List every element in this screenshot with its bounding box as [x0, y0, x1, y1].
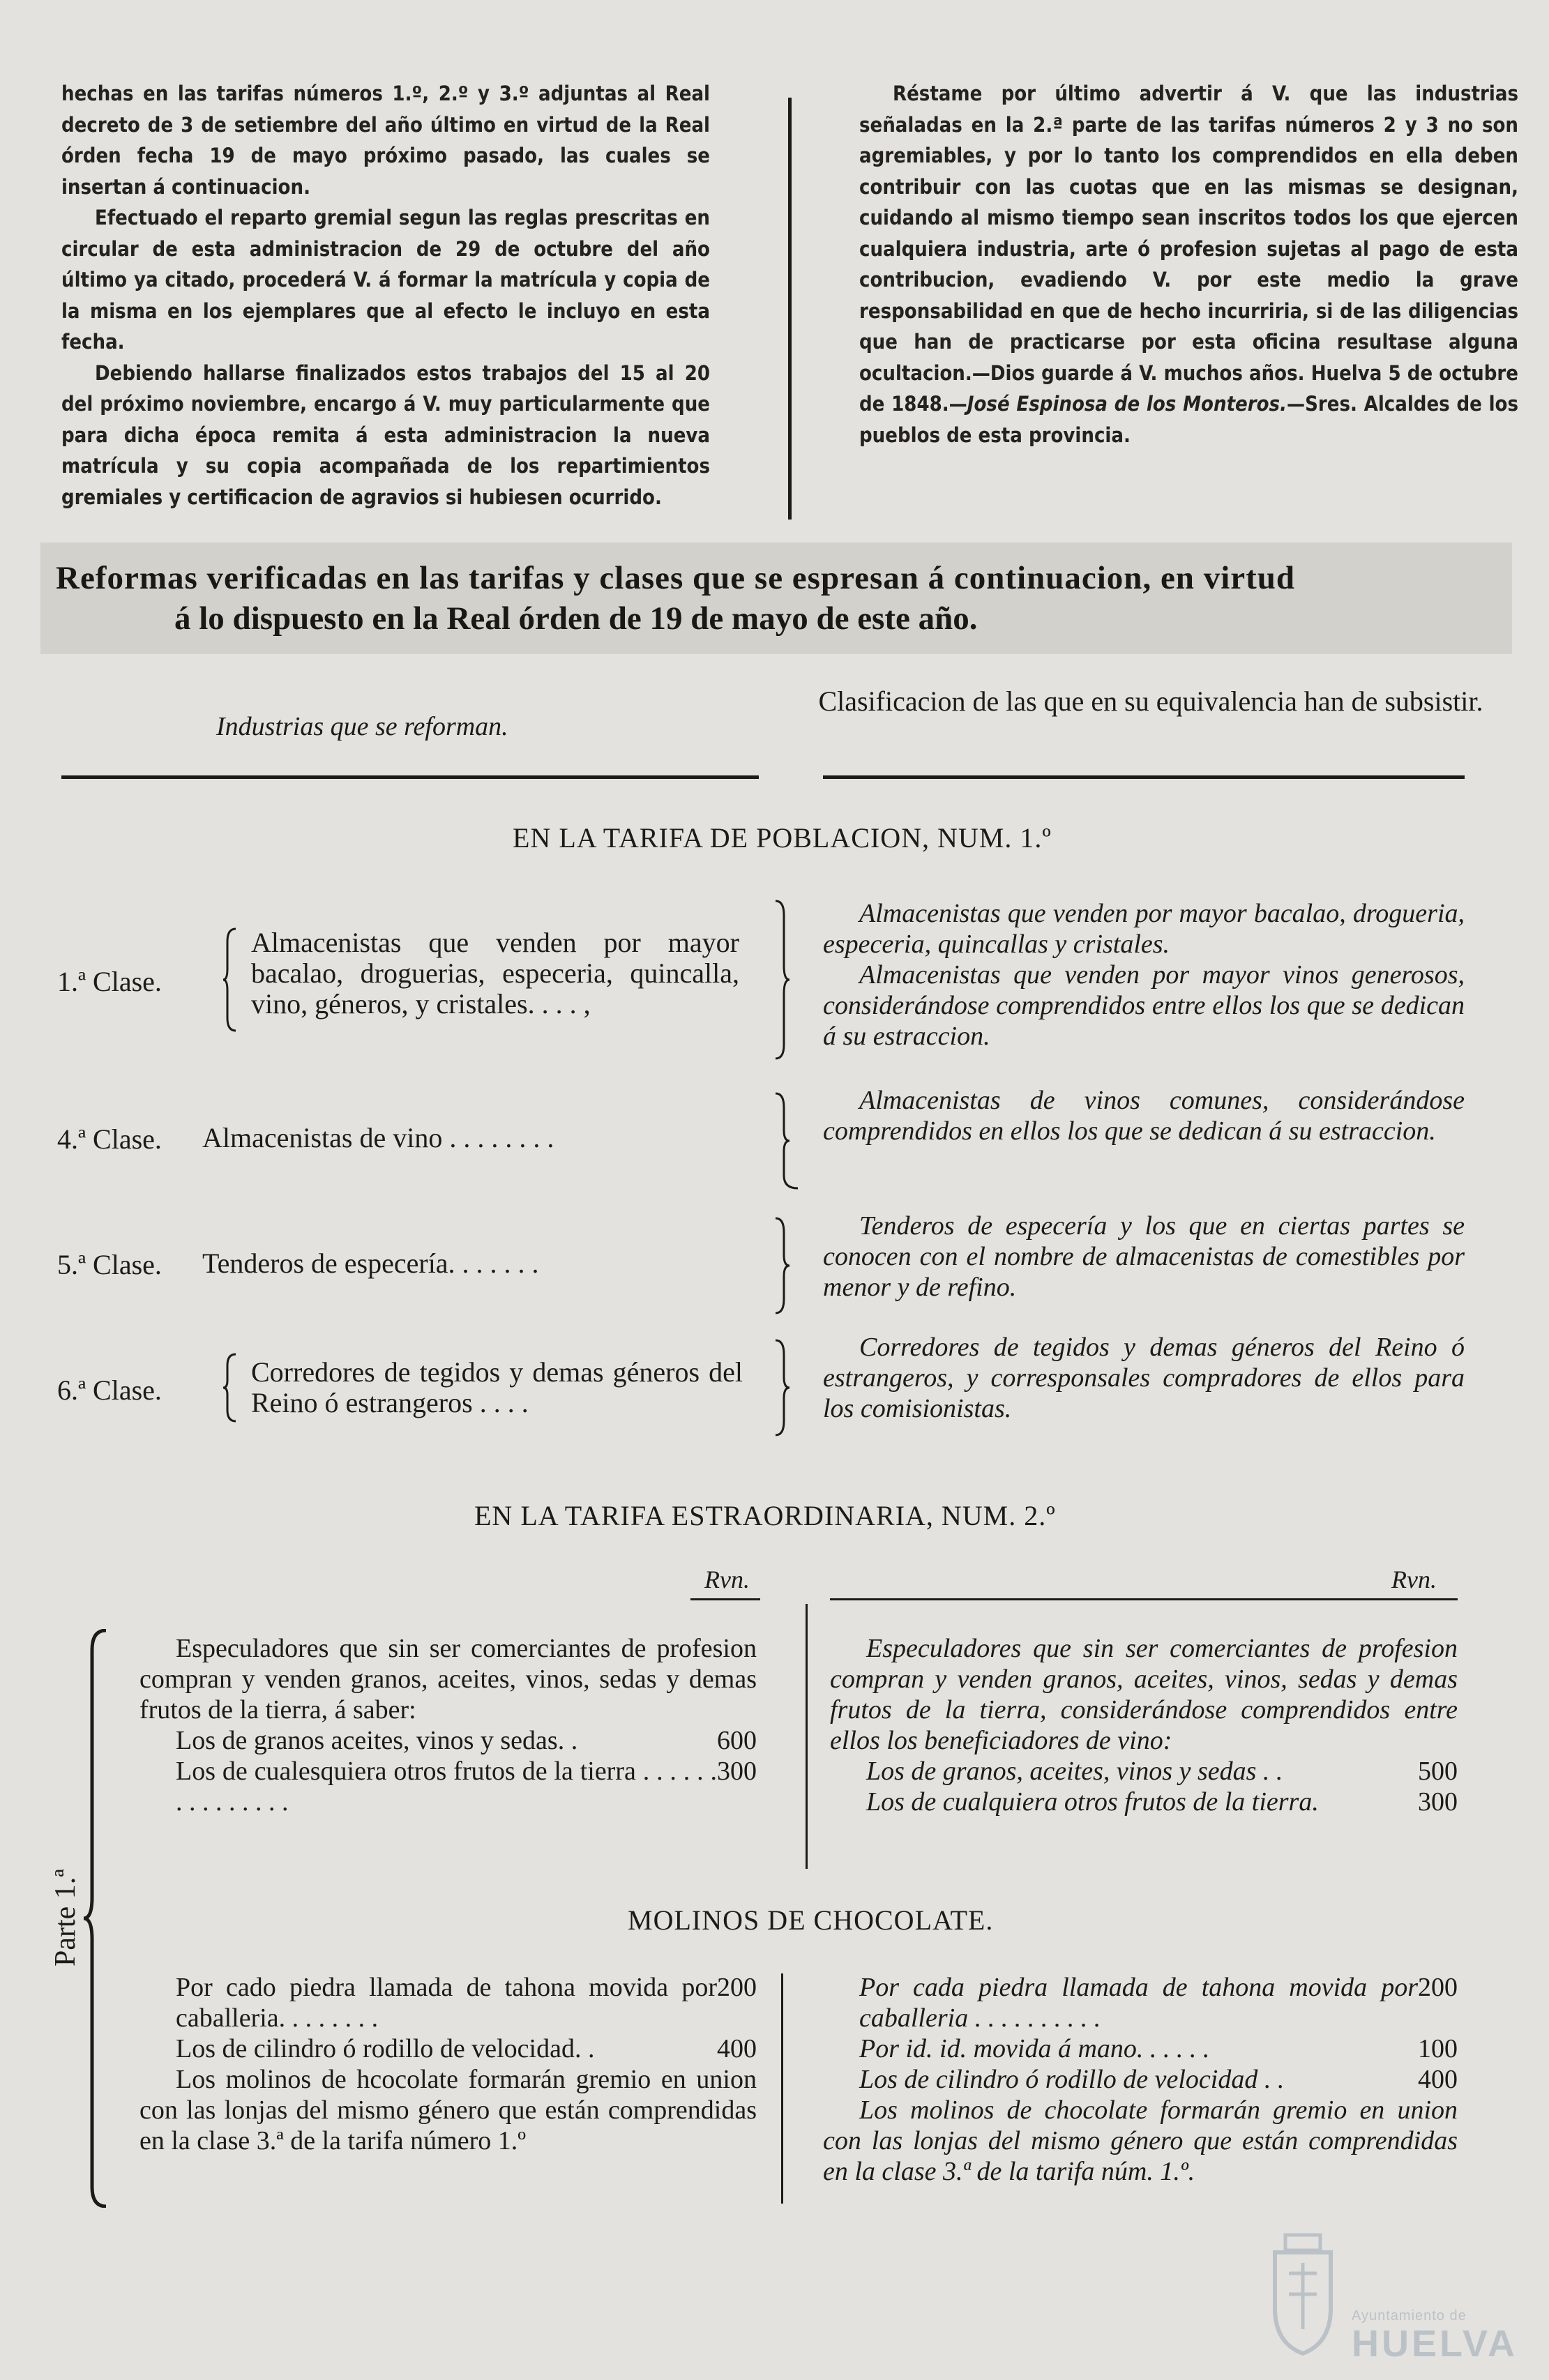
brace	[773, 1339, 789, 1437]
section-heading	[56, 558, 1479, 639]
molinos-title: MOLINOS DE CHOCOLATE.	[628, 1904, 994, 1936]
header-rule-right	[823, 775, 1465, 779]
tarifa2-left-item: Los de granos aceites, vinos y sedas. . 600	[176, 1726, 757, 1755]
class-text: Almacenistas de vino . . . . . . . .	[202, 1122, 554, 1153]
class-label: 6.ª Clase.	[57, 1374, 162, 1406]
column-divider	[781, 1973, 783, 2204]
brace	[773, 1092, 801, 1190]
molinos-left-block: Por cado piedra llamada de tahona movida por caballeria. . . . . . . . 200 Los de cilindro ó rodillo de velocidad. . 400 Los molinos de hcocolate formarán gremio en union con las lonjas del mismo género que están comprendidas en la clase 3.ª de la tarifa número 1.º	[139, 1973, 757, 2155]
watermark-city: HUELVA	[1352, 2323, 1518, 2365]
class-text: Tenderos de especería. . . . . . .	[202, 1248, 539, 1279]
class-label: 1.ª Clase.	[57, 966, 162, 997]
class-label: 4.ª Clase.	[57, 1123, 162, 1155]
class-equivalent: Tenderos de especería y los que en ciertas partes se conocen con el nombre de almacenistas de comestibles por menor y de refino.	[823, 1211, 1465, 1302]
top-left-column	[61, 78, 710, 513]
brace	[773, 900, 789, 1060]
heading-line-1: Reformas verificadas en las tarifas y clases que se espresan á continuacion, en virtud	[56, 560, 1296, 596]
molinos-right-item: Por cada piedra llamada de tahona movida por caballeria . . . . . . . . . . 200	[859, 1973, 1458, 2033]
tarifa2-right-block: Especuladores que sin ser comerciantes de profesion compran y venden granos, aceites, vinos, sedas y demas frutos de la tierra, considerándose comprendidos entre ellos los beneficiadores de vino: Los de granos, aceites, vinos y sedas . . 500 Los de cualquiera otros frutos de la tierra. 300	[830, 1634, 1458, 1817]
unit-label-right: Rvn.	[1391, 1566, 1437, 1593]
paragraph: Debiendo hallarse finalizados estos trabajos del 15 al 20 del próximo noviembre, encargo á V. muy particularmente que para dicha época remita á esta administracion la nueva matrícula y su copia acompañada de los repartimientos gremiales y certificacion de agravios si hubiesen ocurrido.	[61, 361, 710, 509]
part-label: Parte 1.ª	[50, 1869, 82, 1966]
class-label: 5.ª Clase.	[57, 1249, 162, 1280]
brace	[223, 927, 240, 1032]
coat-of-arms-icon	[1261, 2231, 1345, 2357]
header-rule	[830, 1598, 1458, 1600]
column-divider	[788, 98, 792, 520]
tarifa2-left-block: Especuladores que sin ser comerciantes de profesion compran y venden granos, aceites, vinos, sedas y demas frutos de la tierra, á saber: Los de granos aceites, vinos y sedas. . 600 Los de cualesquiera otros frutos de la tierra . . . . . . . . . . . . . . . 300	[139, 1634, 757, 1817]
paragraph: Réstame por último advertir á V. que las industrias señaladas en la 2.ª parte de las tarifas números 2 y 3 no son agremiables, y por lo tanto los comprendidos en ella deben contribuir con las cuotas que en las mismas se designan, cuidando al mismo tiempo sean inscritos todos los que ejercen cualquiera industria, arte ó profesion sujetas al pago de esta contribucion, evadiendo V. por este medio la grave responsabilidad en que de hecho incurriria, si de las diligencias que han de practicarse por esta oficina resultase alguna ocultacion.—Dios guarde á V. muchos años. Huelva 5 de octubre de 1848.—José Espinosa de los Monteros.—Sres. Alcaldes de los pueblos de esta provincia.	[859, 82, 1519, 447]
column-header-right: Clasificacion de las que en su equivalencia han de subsistir.	[818, 685, 1483, 717]
molinos-right-block: Por cada piedra llamada de tahona movida por caballeria . . . . . . . . . . 200 Por id. id. movida á mano. . . . . . 100 Los de cilindro ó rodillo de velocidad . . 400 Los molinos de chocolate formarán gremio en union con las lonjas del mismo género que están comprendidas en la clase 3.ª de la tarifa núm. 1.º.	[823, 1973, 1458, 2186]
class-equivalent: Almacenistas de vinos comunes, considerándose comprendidos en ellos los que se dedican á su estraccion.	[823, 1086, 1465, 1146]
tarifa2-right-item: Los de cualquiera otros frutos de la tierra. 300	[866, 1787, 1458, 1817]
top-right-column	[859, 78, 1518, 450]
tarifa2-right-item: Los de granos, aceites, vinos y sedas . . 500	[866, 1757, 1458, 1786]
heading-line-2: á lo dispuesto en la Real órden de 19 de mayo de este año.	[174, 600, 978, 637]
tarifa1-title: EN LA TARIFA DE POBLACION, NUM. 1.º	[513, 822, 1052, 854]
brace	[773, 1217, 789, 1314]
unit-rule	[690, 1598, 760, 1600]
header-rule-left	[61, 775, 759, 779]
molinos-right-item: Los de cilindro ó rodillo de velocidad . . 400	[859, 2065, 1458, 2094]
tarifa2-title: EN LA TARIFA ESTRAORDINARIA, NUM. 2.º	[474, 1500, 1056, 1531]
unit-label-left: Rvn.	[704, 1566, 750, 1593]
class-equivalent: Corredores de tegidos y demas géneros del Reino ó estrangeros, y corresponsales compradores de ellos para los comisionistas.	[823, 1333, 1465, 1423]
column-divider	[806, 1604, 808, 1869]
column-header-left: Industrias que se reforman.	[216, 712, 508, 741]
class-text: Almacenistas que venden por mayor bacalao, droguerias, especeria, quincalla, vino, géneros, y cristales. . . . ,	[251, 927, 739, 1020]
part-brace	[82, 1629, 110, 2208]
tarifa2-left-item: Los de cualesquiera otros frutos de la tierra . . . . . . . . . . . . . . . 300	[176, 1757, 757, 1817]
signature: José Espinosa de los Monteros.	[967, 392, 1287, 416]
molinos-right-item: Por id. id. movida á mano. . . . . . 100	[859, 2034, 1458, 2063]
paragraph: Efectuado el reparto gremial segun las reglas prescritas en circular de esta administracion de 29 de octubre del año último ya citado, procederá V. á formar la matrícula y copia de la misma en los ejemplares que al efecto le incluyo en esta fecha.	[61, 206, 710, 354]
watermark-org: Ayuntamiento de	[1352, 2308, 1467, 2324]
class-equivalent: Almacenistas que venden por mayor bacalao, drogueria, especeria, quincallas y cristales. Almacenistas que venden por mayor vinos generosos, considerándose comprendidos entre ellos los que se dedican á su estraccion.	[823, 899, 1465, 1051]
molinos-left-item: Por cado piedra llamada de tahona movida por caballeria. . . . . . . . 200	[176, 1973, 757, 2033]
watermark-logo	[1261, 2231, 1518, 2365]
brace	[223, 1353, 240, 1423]
molinos-left-item: Los de cilindro ó rodillo de velocidad. . 400	[176, 2034, 757, 2063]
paragraph: hechas en las tarifas números 1.º, 2.º y 3.º adjuntas al Real decreto de 3 de setiembre del año último en virtud de la Real órden fecha 19 de mayo próximo pasado, las cuales se insertan á continuacion.	[61, 82, 710, 199]
class-text: Corredores de tegidos y demas géneros del Reino ó estrangeros . . . .	[251, 1356, 743, 1418]
